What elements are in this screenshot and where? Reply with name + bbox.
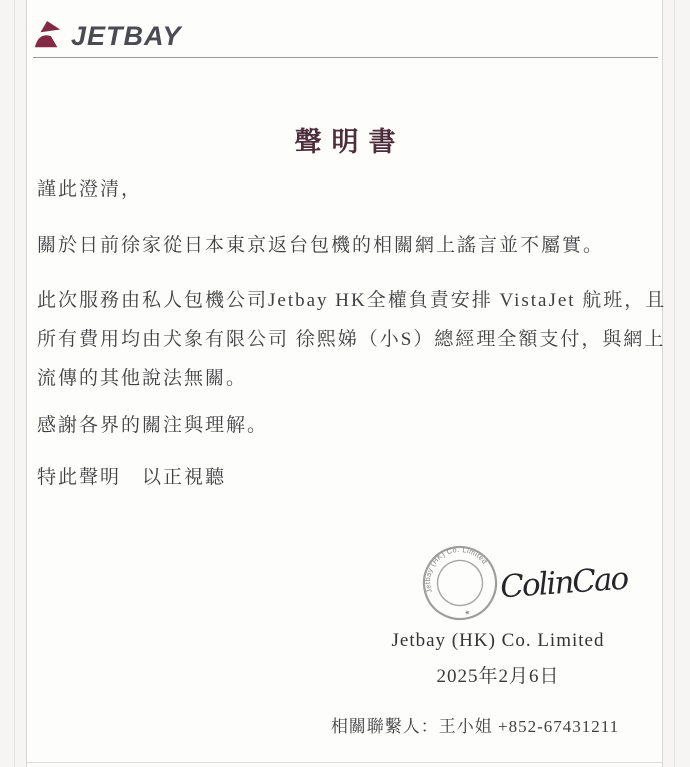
service-paragraph: 此次服務由私人包機公司Jetbay HK全權負責安排 VistaJet 航班，且所有費用均由犬象有限公司 徐熙娣（小S）總經理全額支付，與網上流傳的其他說法無關。 bbox=[37, 290, 667, 389]
seal-bottom-mark: ★ bbox=[463, 608, 472, 618]
page-bottom-edge bbox=[27, 762, 662, 763]
date-line: 2025年2月6日 bbox=[436, 666, 560, 687]
thanks-paragraph: 感謝各界的關注與理解。 bbox=[37, 415, 269, 436]
seal-curved-text: Jetbay (HK) Co. Limited bbox=[423, 544, 490, 595]
closing-line: 特此聲明 以正視聽 bbox=[37, 467, 227, 488]
jetbay-logo bbox=[33, 20, 182, 52]
header-divider bbox=[33, 57, 658, 58]
salutation-line: 謹此澄清， bbox=[37, 179, 143, 200]
page-right-edge-outer bbox=[674, 0, 675, 767]
company-name-line: Jetbay (HK) Co. Limited bbox=[391, 630, 605, 651]
document-title: 聲明書 bbox=[294, 127, 406, 157]
signature-name-text: ColinCao bbox=[499, 560, 629, 606]
page-left-edge-outer bbox=[14, 0, 15, 767]
jetbay-logo-word: JETBAY bbox=[71, 20, 182, 51]
contact-line: 相關聯繫人：王小姐 +852-67431211 bbox=[330, 717, 620, 736]
rumor-paragraph: 關於日前徐家從日本東京返台包機的相關網上謠言並不屬實。 bbox=[37, 235, 605, 256]
handwritten-signature bbox=[498, 548, 630, 614]
jetbay-logo-icon bbox=[33, 20, 63, 52]
